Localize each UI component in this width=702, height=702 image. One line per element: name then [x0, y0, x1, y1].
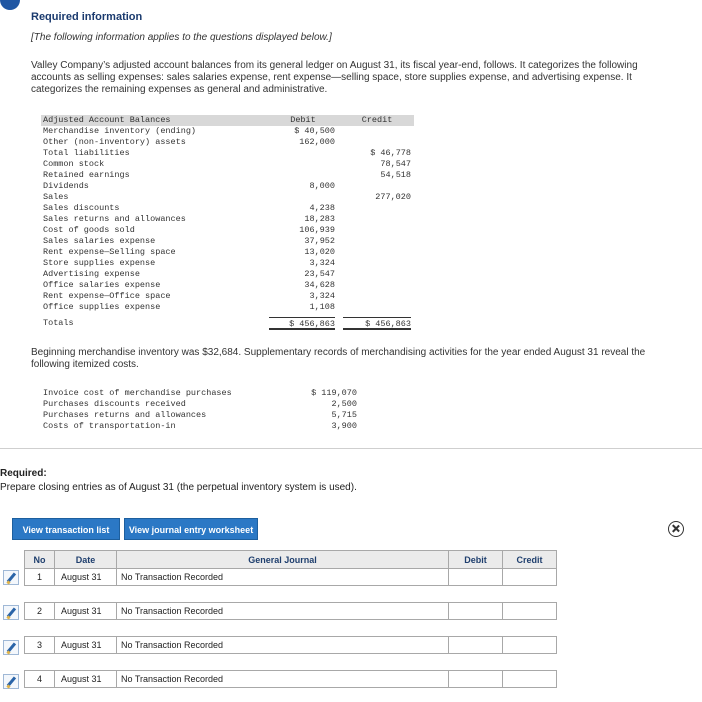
view-transaction-list-button[interactable]: View transaction list	[12, 518, 120, 540]
view-journal-worksheet-button[interactable]: View journal entry worksheet	[124, 518, 258, 540]
ledger-row	[41, 148, 414, 159]
close-icon[interactable]	[668, 521, 684, 537]
entry-credit	[503, 637, 557, 654]
credit-value: 277,020	[375, 192, 411, 202]
entry-date: August 31	[55, 671, 117, 688]
account-name: Cost of goods sold	[43, 225, 135, 235]
debit-value: 162,000	[299, 137, 335, 147]
journal-blank-row	[25, 620, 557, 637]
ledger-row	[41, 126, 414, 137]
account-name: Sales	[43, 192, 69, 202]
edit-entry-1-icon[interactable]	[3, 570, 19, 585]
purchase-name: Purchases returns and allowances	[43, 410, 207, 420]
totals-debit: $ 456,863	[269, 317, 335, 330]
purchase-value: 2,500	[331, 399, 357, 409]
account-name: Office supplies expense	[43, 302, 161, 312]
entry-no: 4	[25, 671, 55, 688]
adjusted-balances-table	[41, 115, 414, 330]
purchase-value: 5,715	[331, 410, 357, 420]
account-name: Sales discounts	[43, 203, 120, 213]
question-indicator-dot	[0, 0, 20, 10]
journal-header-row	[25, 551, 557, 569]
ledger-row	[41, 192, 414, 203]
ledger-row	[41, 159, 414, 170]
account-name: Merchandise inventory (ending)	[43, 126, 197, 136]
account-name: Advertising expense	[43, 269, 140, 279]
entry-debit	[449, 569, 503, 586]
journal-entry-row[interactable]	[25, 569, 557, 586]
required-text: Prepare closing entries as of August 31 (the perpetual inventory system is used).	[0, 482, 357, 493]
entry-account: No Transaction Recorded	[117, 637, 449, 654]
account-name: Rent expense—Selling space	[43, 247, 176, 257]
ledger-row	[41, 225, 414, 236]
purchase-value: $ 119,070	[311, 388, 357, 398]
ledger-totals-row	[41, 317, 414, 330]
debit-value: 34,628	[304, 280, 335, 290]
purchase-name: Invoice cost of merchandise purchases	[43, 388, 232, 398]
account-name: Dividends	[43, 181, 89, 191]
edit-entry-4-icon[interactable]	[3, 674, 19, 689]
debit-value: 8,000	[309, 181, 335, 191]
journal-blank-row	[25, 586, 557, 603]
required-label: Required:	[0, 468, 47, 479]
ledger-col-credit: Credit	[361, 115, 393, 125]
col-no: No	[25, 551, 55, 569]
debit-value: $ 40,500	[294, 126, 335, 136]
ledger-row	[41, 247, 414, 258]
ledger-row	[41, 280, 414, 291]
purchase-value: 3,900	[331, 421, 357, 431]
edit-entry-2-icon[interactable]	[3, 605, 19, 620]
info-note: [The following information applies to the questions displayed below.]	[31, 32, 332, 43]
entry-account: No Transaction Recorded	[117, 603, 449, 620]
account-name: Office salaries expense	[43, 280, 161, 290]
account-name: Retained earnings	[43, 170, 130, 180]
purchase-row	[41, 399, 361, 410]
debit-value: 4,238	[309, 203, 335, 213]
purchase-row	[41, 421, 361, 432]
debit-value: 23,547	[304, 269, 335, 279]
debit-value: 13,020	[304, 247, 335, 257]
col-credit: Credit	[503, 551, 557, 569]
entry-date: August 31	[55, 637, 117, 654]
debit-value: 37,952	[304, 236, 335, 246]
debit-value: 106,939	[299, 225, 335, 235]
account-name: Sales returns and allowances	[43, 214, 186, 224]
debit-value: 18,283	[304, 214, 335, 224]
ledger-row	[41, 236, 414, 247]
entry-debit	[449, 603, 503, 620]
ledger-col-debit: Debit	[290, 115, 316, 125]
totals-credit: $ 456,863	[343, 317, 411, 330]
debit-value: 1,108	[309, 302, 335, 312]
entry-credit	[503, 671, 557, 688]
totals-label: Totals	[43, 318, 74, 328]
credit-value: 54,518	[380, 170, 411, 180]
journal-entry-row[interactable]	[25, 603, 557, 620]
credit-value: 78,547	[380, 159, 411, 169]
purchase-name: Purchases discounts received	[43, 399, 186, 409]
entry-no: 3	[25, 637, 55, 654]
entry-credit	[503, 569, 557, 586]
ledger-row	[41, 214, 414, 225]
journal-entry-row[interactable]	[25, 671, 557, 688]
entry-date: August 31	[55, 569, 117, 586]
entry-no: 2	[25, 603, 55, 620]
ledger-row	[41, 291, 414, 302]
account-name: Other (non-inventory) assets	[43, 137, 186, 147]
entry-credit	[503, 603, 557, 620]
ledger-header-row	[41, 115, 414, 126]
edit-entry-3-icon[interactable]	[3, 640, 19, 655]
purchases-table	[41, 388, 361, 432]
debit-value: 3,324	[309, 258, 335, 268]
section-title: Required information	[31, 11, 143, 23]
entry-no: 1	[25, 569, 55, 586]
ledger-row	[41, 170, 414, 181]
ledger-col-name: Adjusted Account Balances	[43, 115, 171, 125]
ledger-row	[41, 269, 414, 280]
account-name: Sales salaries expense	[43, 236, 156, 246]
purchase-row	[41, 388, 361, 399]
entry-date: August 31	[55, 603, 117, 620]
col-debit: Debit	[449, 551, 503, 569]
ledger-row	[41, 203, 414, 214]
col-date: Date	[55, 551, 117, 569]
entry-account: No Transaction Recorded	[117, 569, 449, 586]
ledger-row	[41, 137, 414, 148]
debit-value: 3,324	[309, 291, 335, 301]
journal-blank-row	[25, 654, 557, 671]
account-name: Total liabilities	[43, 148, 130, 158]
general-journal-table	[24, 550, 557, 688]
journal-entry-row[interactable]	[25, 637, 557, 654]
intro-paragraph: Valley Company’s adjusted account balances from its general ledger on August 31, its fiscal year-end, follows. It categorizes the following accounts as selling expenses: sales salaries expense, rent expense—selling space, store supplies expense, and advertising expense. It categorizes the remaining expenses as general and administrative.	[31, 60, 638, 95]
section-divider	[0, 448, 702, 449]
account-name: Common stock	[43, 159, 105, 169]
entry-debit	[449, 671, 503, 688]
entry-account: No Transaction Recorded	[117, 671, 449, 688]
purchase-name: Costs of transportation-in	[43, 421, 176, 431]
purchase-row	[41, 410, 361, 421]
account-name: Rent expense—Office space	[43, 291, 171, 301]
ledger-row	[41, 258, 414, 269]
beginning-inventory-paragraph: Beginning merchandise inventory was $32,684. Supplementary records of merchandising activities for the year ended August 31 reveal the following itemized costs.	[31, 347, 646, 370]
entry-debit	[449, 637, 503, 654]
credit-value: $ 46,778	[370, 148, 411, 158]
col-general-journal: General Journal	[117, 551, 449, 569]
ledger-row	[41, 181, 414, 192]
account-name: Store supplies expense	[43, 258, 156, 268]
ledger-row	[41, 302, 414, 313]
